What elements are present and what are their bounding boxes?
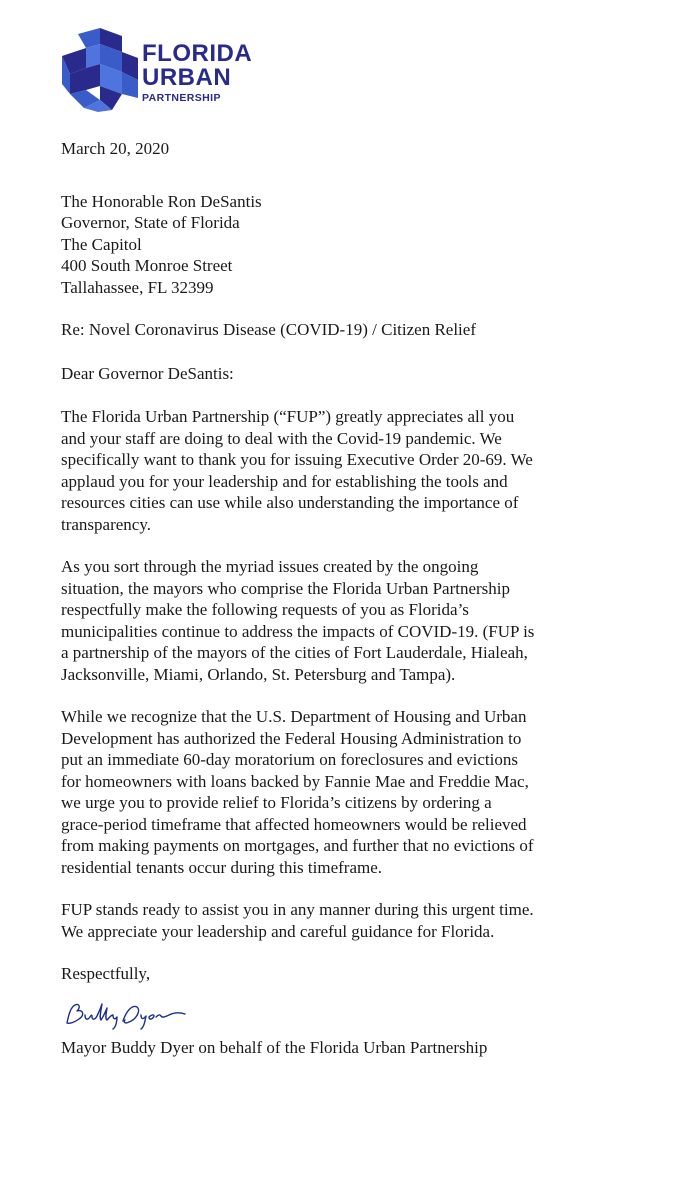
paragraph-line: We appreciate your leadership and careful guidance for Florida. xyxy=(61,921,495,941)
paragraph-line: specifically want to thank you for issuing Executive Order 20-69. We xyxy=(61,450,533,469)
address-line: 400 South Monroe Street xyxy=(61,256,233,275)
handwritten-signature xyxy=(61,993,191,1037)
paragraph-2 xyxy=(61,556,651,685)
paragraph-line: FUP stands ready to assist you in any manner during this urgent time. xyxy=(61,900,534,919)
paragraph-3 xyxy=(61,706,651,878)
wordmark-line-florida: FLORIDA xyxy=(142,40,253,67)
paragraph-line: transparency. xyxy=(61,514,151,534)
paragraph-line: respectfully make the following requests of you as Florida’s xyxy=(61,600,469,619)
wordmark-line-urban: URBAN xyxy=(142,64,232,91)
paragraph-line: Development has authorized the Federal Housing Administration to xyxy=(61,728,522,748)
paragraph-line: a partnership of the mayors of the cities of Fort Lauderdale, Hialeah, xyxy=(61,643,528,662)
paragraph-line: Jacksonville, Miami, Orlando, St. Petersburg and Tampa). xyxy=(61,664,456,684)
address-line: Tallahassee, FL 32399 xyxy=(61,277,214,297)
salutation: Dear Governor DeSantis: xyxy=(61,363,234,383)
paragraph-line: for homeowners with loans backed by Fannie Mae and Freddie Mac, xyxy=(61,771,529,791)
address-line: The Honorable Ron DeSantis xyxy=(61,191,262,211)
paragraph-line: While we recognize that the U.S. Department of Housing and Urban xyxy=(61,707,527,726)
letter-body xyxy=(61,138,651,1058)
letterhead-wordmark xyxy=(142,42,252,104)
paragraph-1 xyxy=(61,406,651,535)
paragraph-line: As you sort through the myriad issues created by the ongoing xyxy=(61,557,479,576)
letter-date: March 20, 2020 xyxy=(61,139,170,158)
florida-urban-partnership-logo-icon xyxy=(60,28,140,112)
paragraph-line: and your staff are doing to deal with the Covid-19 pandemic. We xyxy=(61,428,502,448)
paragraph-line: residential tenants occur during this timeframe. xyxy=(61,857,383,877)
paragraph-line: resources cities can use while also understanding the importance of xyxy=(61,493,519,512)
recipient-address xyxy=(61,191,651,299)
paragraph-line: from making payments on mortgages, and further that no evictions of xyxy=(61,836,534,855)
paragraph-line: The Florida Urban Partnership (“FUP”) greatly appreciates all you xyxy=(61,407,515,426)
paragraph-4 xyxy=(61,899,651,942)
paragraph-line: municipalities continue to address the impacts of COVID-19. (FUP is xyxy=(61,621,535,641)
closing: Respectfully, xyxy=(61,964,151,983)
address-line: The Capitol xyxy=(61,234,142,254)
paragraph-line: grace-period timeframe that affected homeowners would be relieved xyxy=(61,814,527,834)
signer-line: Mayor Buddy Dyer on behalf of the Florida Urban Partnership xyxy=(61,1037,488,1057)
paragraph-line: situation, the mayors who comprise the Florida Urban Partnership xyxy=(61,578,510,598)
letterhead xyxy=(60,28,320,112)
paragraph-line: we urge you to provide relief to Florida’s citizens by ordering a xyxy=(61,793,492,812)
paragraph-line: applaud you for your leadership and for establishing the tools and xyxy=(61,471,508,491)
wordmark-line-partnership: PARTNERSHIP xyxy=(142,92,221,104)
subject-line: Re: Novel Coronavirus Disease (COVID-19) / Citizen Relief xyxy=(61,320,476,339)
paragraph-line: put an immediate 60-day moratorium on foreclosures and evictions xyxy=(61,750,518,769)
address-line: Governor, State of Florida xyxy=(61,213,240,232)
